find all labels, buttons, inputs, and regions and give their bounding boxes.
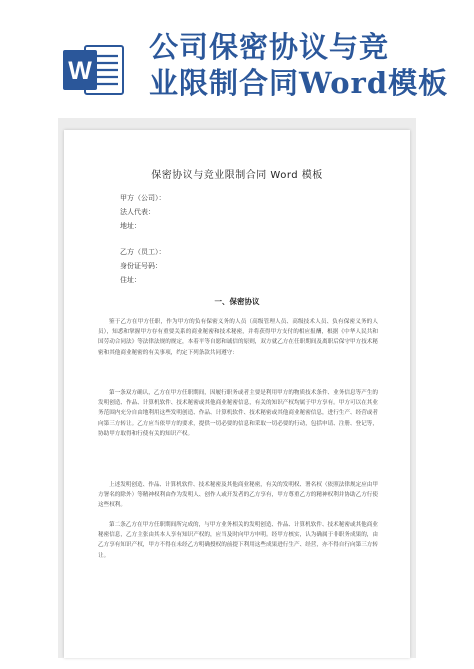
document-title: 保密协议与竞业限制合同 Word 模板 bbox=[151, 170, 323, 181]
page-title-line-2: 业限制合同Word模板 bbox=[149, 66, 449, 100]
paragraph-article-1: 第一条双方确认，乙方在甲方任职期间，因履行职务或者主要是利用甲方的物质技术条件、业务信息等产生的发明创造、作品、计算机软件、技术秘密或其他商业秘密信息，有关的知识产权均属于甲方享有。甲方可以在其业务范围内充分自由地利用这些发明创造、作品、计算机软件、技术秘密或其他商业秘密信息，进行生产、经营或者向第三方转让。乙方应当依甲方的要求，提供一切必要的信息和采取一切必要的行动，包括申请、注册、登记等，协助甲方取得和行使有关的知识产权。 bbox=[98, 390, 378, 437]
legal-rep-field: 法人代表： bbox=[120, 208, 155, 216]
section-heading-confidentiality: 一、保密协议 bbox=[214, 297, 260, 306]
word-logo-letter: W bbox=[68, 57, 92, 85]
party-b-field: 乙方（员工）： bbox=[120, 248, 166, 256]
page-header bbox=[0, 0, 474, 118]
party-a-field: 甲方（公司）： bbox=[120, 194, 166, 202]
page-title-line-1: 公司保密协议与竞 bbox=[149, 30, 390, 64]
id-number-field: 身份证号码： bbox=[120, 262, 162, 270]
paragraph-article-2: 第二条乙方在甲方任职期间所完成的，与甲方业务相关的发明创造、作品、计算机软件、技术秘密或其他商业秘密信息，乙方主张由其本人享有知识产权的，应当及时向甲方申明。经甲方核实，认为确属于非职务成果的，由乙方享有知识产权，甲方不得在未经乙方明确授权的前提下利用这些成果进行生产、经营，亦不得自行向第三方转让。 bbox=[98, 522, 378, 559]
paragraph-moral-rights: 上述发明创造、作品、计算机软件、技术秘密及其他商业秘密，有关的发明权、署名权（依照法律规定应由甲方署名的除外）等精神权利由作为发明人、创作人或开发者的乙方享有，甲方尊重乙方的精神权利并协助乙方行使这些权利。 bbox=[98, 482, 378, 509]
word-document-icon bbox=[63, 40, 125, 100]
document-page bbox=[64, 130, 410, 658]
address-b-field: 住址： bbox=[120, 276, 141, 284]
paragraph-preamble: 鉴于乙方在甲方任职，作为甲方的负有保密义务的人员（高级管理人员、高级技术人员、负有保密义务的人员），知悉和掌握甲方存有重要关系的商业秘密和技术秘密，并将获得甲方支付的相应报酬，根据《中华人民共和国劳动合同法》等法律法规的规定，本着平等自愿和诚信的原则，双方就乙方在任职期间及离职后保守甲方技术秘密和其他商业秘密的有关事项，约定下列条款共同遵守： bbox=[98, 319, 378, 356]
address-a-field: 地址： bbox=[120, 222, 141, 230]
